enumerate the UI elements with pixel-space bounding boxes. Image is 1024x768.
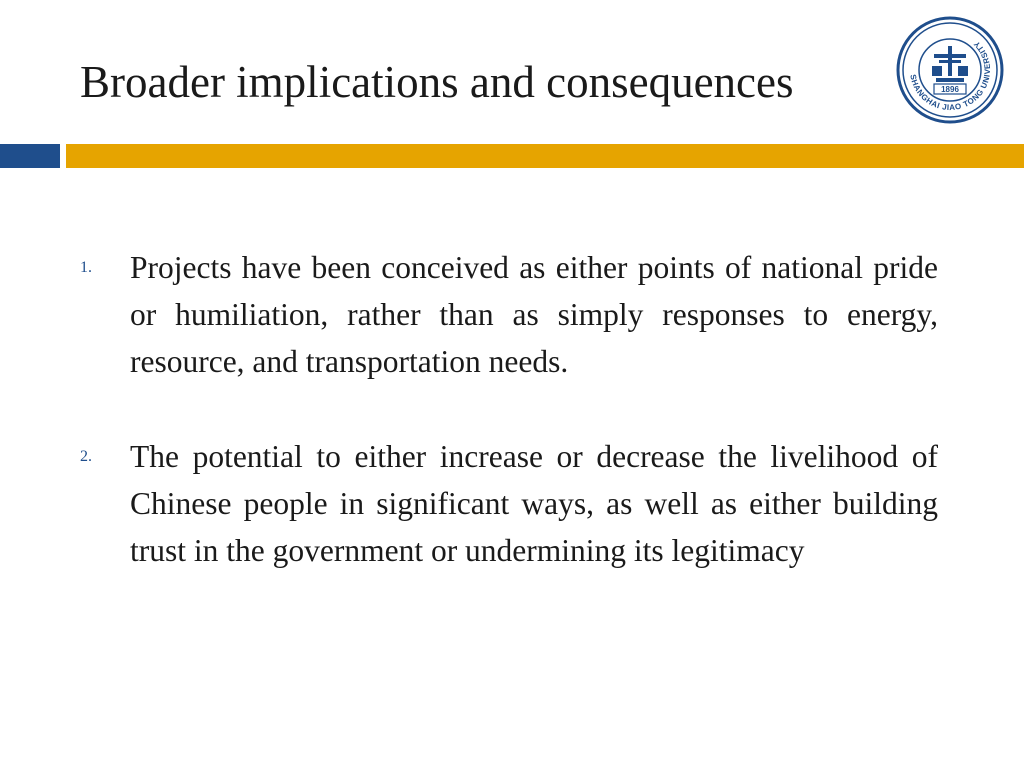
list-item-number: 1. (80, 259, 92, 276)
university-logo (896, 16, 1004, 124)
list-item-text: The potential to either increase or decrease the livelihood of Chinese people in significant ways, as well as either building trust in the government or undermining its legitimacy (130, 439, 938, 568)
list-item-text: Projects have been conceived as either points of national pride or humiliation, rather than as simply responses to energy, resource, and transportation needs. (130, 250, 938, 379)
accent-bar-blue (0, 144, 60, 168)
accent-bar-gold (66, 144, 1024, 168)
list-item (80, 433, 938, 574)
logo-ring-text: SHANGHAI JIAO TONG UNIVERSITY (908, 38, 993, 113)
bullet-list (80, 244, 938, 622)
slide-title: Broader implications and consequences (80, 57, 794, 107)
list-item (80, 244, 938, 385)
list-item-number: 2. (80, 448, 92, 465)
logo-year: 1896 (941, 85, 959, 94)
